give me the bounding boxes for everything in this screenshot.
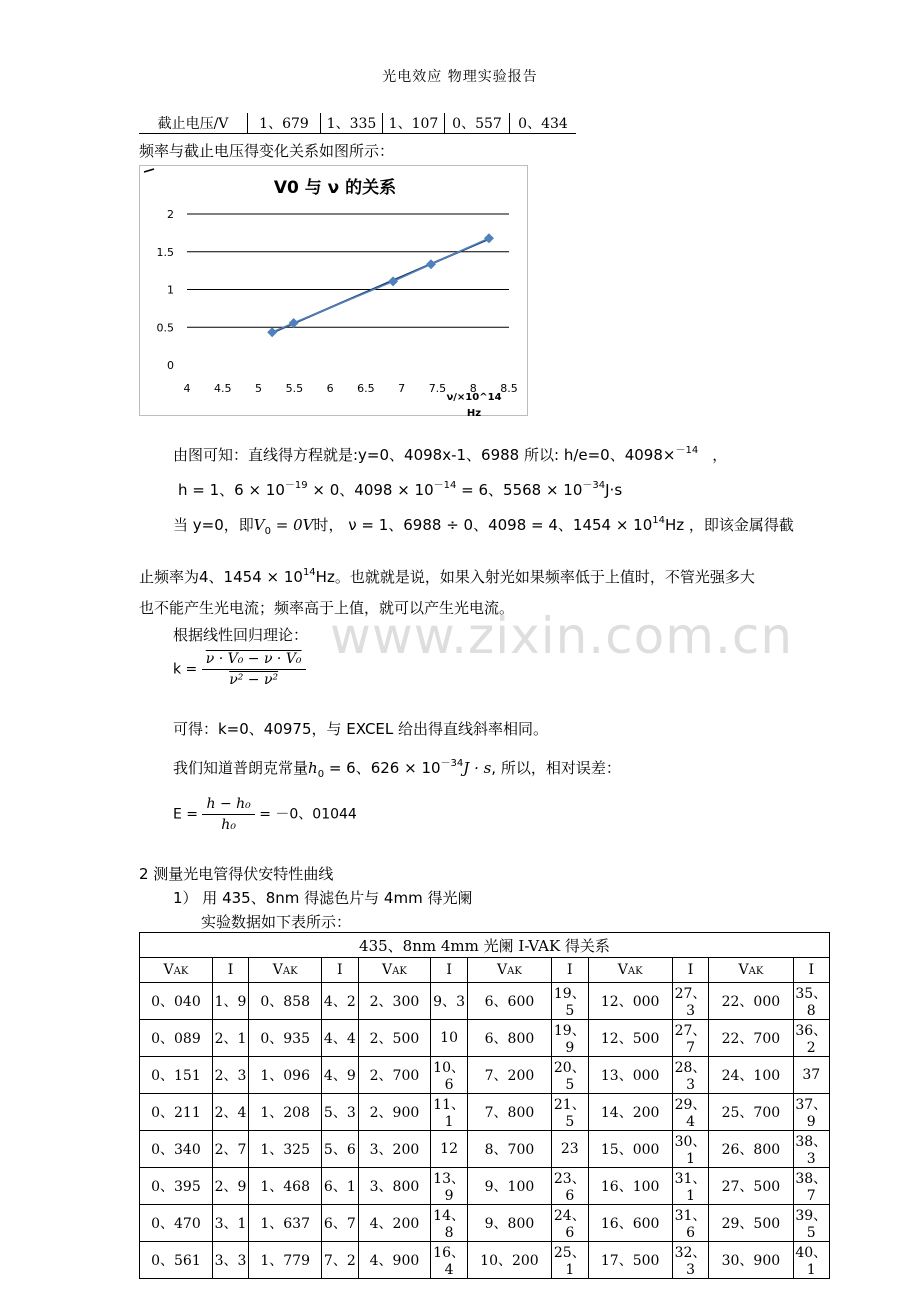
table-cell: 1、096 — [249, 1056, 322, 1093]
x-axis-label: ν/×10^14 — [446, 392, 502, 403]
table-cell: 14、8 — [431, 1204, 467, 1241]
watermark: www.zixin.com.cn — [330, 607, 794, 665]
formula-relative-error — [173, 796, 357, 833]
table-cell: 27、7 — [672, 1019, 708, 1056]
column-header: I — [793, 958, 829, 983]
paragraph-regression: 根据线性回归理论： — [173, 626, 309, 644]
numerator: ν · V₀ − ν · V₀ — [202, 651, 306, 670]
table-cell: 3、800 — [358, 1167, 431, 1204]
table-cell: 40、1 — [793, 1241, 829, 1278]
text-span: = 6、5568 × 10 — [456, 481, 583, 499]
fraction — [202, 651, 306, 688]
v0-frequency-chart — [140, 166, 529, 417]
table-cell: 3、200 — [358, 1130, 431, 1167]
table-cell: 23、6 — [552, 1167, 588, 1204]
corner-mark — [144, 169, 154, 172]
table-cell: 25、700 — [709, 1093, 793, 1130]
paragraph-h-calculation — [178, 479, 622, 500]
y-tick-label: 2 — [167, 208, 174, 221]
text-span: = 6、626 × 10 — [324, 759, 441, 777]
table-cell: 5、3 — [322, 1093, 358, 1130]
table-cell: 6、1 — [322, 1167, 358, 1204]
column-header: I — [672, 958, 708, 983]
table-cell: 12、000 — [588, 982, 672, 1019]
x-tick-label: 4 — [183, 382, 191, 395]
math-symbol: V — [253, 516, 265, 534]
text-span: J · s — [463, 759, 492, 777]
table-cell: 38、7 — [793, 1167, 829, 1204]
column-header: VAK — [467, 958, 551, 983]
paragraph-table-intro: 实验数据如下表所示： — [201, 913, 352, 931]
table-cell: 4、4 — [322, 1019, 358, 1056]
table-cell: 24、6 — [552, 1204, 588, 1241]
table-cell: 11、1 — [431, 1093, 467, 1130]
cutoff-value: 1、107 — [383, 113, 445, 134]
y-tick-label: 1.5 — [156, 245, 174, 259]
table-cell: 0、395 — [140, 1167, 213, 1204]
table-cell: 9、3 — [431, 982, 467, 1019]
table-cell: 0、470 — [140, 1204, 213, 1241]
table-cell: 4、9 — [322, 1056, 358, 1093]
table-cell: 0、935 — [249, 1019, 322, 1056]
table-header-row — [140, 958, 830, 983]
table-cell: 28、3 — [672, 1056, 708, 1093]
formula-rhs: = －0、01044 — [259, 806, 357, 823]
paragraph-line-equation — [173, 444, 727, 465]
table-cell: 25、1 — [552, 1241, 588, 1278]
table-cell: 1、637 — [249, 1204, 322, 1241]
table-cell: 3、1 — [212, 1204, 248, 1241]
table-cell: 1、325 — [249, 1130, 322, 1167]
column-header: VAK — [588, 958, 672, 983]
y-tick-label: 0 — [167, 359, 174, 372]
page-header: 光电效应 物理实验报告 — [382, 69, 538, 85]
column-header: VAK — [140, 958, 213, 983]
table-row — [140, 1167, 830, 1204]
table-cell: 8、700 — [467, 1130, 551, 1167]
formula-k — [173, 651, 306, 688]
section-heading: 2 测量光电管得伏安特性曲线 — [139, 865, 334, 883]
exponent: －19 — [284, 480, 308, 491]
table-cell: 22、000 — [709, 982, 793, 1019]
table-cell: 7、800 — [467, 1093, 551, 1130]
paragraph-cutoff-meaning — [139, 566, 755, 587]
denominator: ν² − ν² — [229, 672, 279, 688]
cutoff-value: 1、335 — [321, 113, 383, 134]
table-cell: 2、300 — [358, 982, 431, 1019]
column-header: I — [322, 958, 358, 983]
table-cell: 26、800 — [709, 1130, 793, 1167]
column-header: I — [552, 958, 588, 983]
table-cell: 0、151 — [140, 1056, 213, 1093]
table-cell: 16、100 — [588, 1167, 672, 1204]
cutoff-value: 0、557 — [445, 113, 510, 134]
text-span: 我们知道普朗克常量 — [173, 759, 309, 777]
series-line — [431, 238, 489, 264]
table-cell: 32、3 — [672, 1241, 708, 1278]
text-span: × 0、4098 × 10 — [307, 481, 434, 499]
table-row — [139, 113, 576, 134]
table-cell: 7、2 — [322, 1241, 358, 1278]
chart-frame — [139, 165, 528, 416]
section-subheading: 1） 用 435、8nm 得滤色片与 4mm 得光阑 — [173, 889, 473, 907]
table-cell: 10 — [431, 1019, 467, 1056]
exponent: 14 — [652, 515, 666, 526]
text-span: Hz。也就就是说，如果入射光如果频率低于上值时，不管光强多大 — [315, 568, 755, 586]
formula-lhs: k = — [173, 661, 198, 678]
text-span: 当 y=0，即 — [173, 516, 254, 534]
table-cell: 2、9 — [212, 1167, 248, 1204]
table-cell: 2、3 — [212, 1056, 248, 1093]
text-span: Hz ，即该金属得截 — [665, 516, 794, 534]
formula-lhs: E = — [173, 806, 199, 823]
table-cell: 30、900 — [709, 1241, 793, 1278]
exponent: －14 — [433, 480, 457, 491]
exponent: －34 — [440, 758, 464, 769]
table-cell: 2、500 — [358, 1019, 431, 1056]
text-span: , 所以，相对误差： — [491, 759, 621, 777]
table-cell: 10、6 — [431, 1056, 467, 1093]
subscript: 0 — [264, 526, 271, 537]
column-header: VAK — [358, 958, 431, 983]
table-cell: 36、2 — [793, 1019, 829, 1056]
paragraph-planck — [173, 757, 621, 780]
text-span: 时， ν = 1、6988 ÷ 0、4098 = 4、1454 × 10 — [313, 516, 653, 534]
table-cell: 4、200 — [358, 1204, 431, 1241]
table-row — [140, 982, 830, 1019]
table-cell: 0、340 — [140, 1130, 213, 1167]
y-tick-label: 0.5 — [156, 321, 174, 335]
exponent: －34 — [582, 480, 606, 491]
column-header: VAK — [709, 958, 793, 983]
table-cell: 0、561 — [140, 1241, 213, 1278]
table-cell: 12 — [431, 1130, 467, 1167]
x-tick-label: 5 — [255, 382, 263, 395]
exponent: －14 — [675, 445, 699, 456]
table-cell: 0、858 — [249, 982, 322, 1019]
paragraph-k-result: 可得：k=0、40975，与 EXCEL 给出得直线斜率相同。 — [173, 720, 549, 738]
table-cell: 6、7 — [322, 1204, 358, 1241]
text-span: 由图可知：直线得方程就是:y=0、4098x-1、6988 所以: h/e=0、4098× — [173, 446, 676, 464]
table-cell: 6、800 — [467, 1019, 551, 1056]
table-cell: 21、5 — [552, 1093, 588, 1130]
table-cell: 1、779 — [249, 1241, 322, 1278]
table-cell: 14、200 — [588, 1093, 672, 1130]
series-line — [294, 281, 393, 323]
table-cell: 39、5 — [793, 1204, 829, 1241]
table-row — [140, 1019, 830, 1056]
column-header: VAK — [249, 958, 322, 983]
table-cell: 1、208 — [249, 1093, 322, 1130]
table-cell: 17、500 — [588, 1241, 672, 1278]
table-cell: 29、4 — [672, 1093, 708, 1130]
table-cell: 2、7 — [212, 1130, 248, 1167]
table-cell: 1、9 — [212, 982, 248, 1019]
table-cell: 2、1 — [212, 1019, 248, 1056]
table-cell: 37 — [793, 1056, 829, 1093]
table-cell: 23 — [552, 1130, 588, 1167]
table-cell: 4、2 — [322, 982, 358, 1019]
table-cell: 9、800 — [467, 1204, 551, 1241]
table-row — [140, 1204, 830, 1241]
table-cell: 20、5 — [552, 1056, 588, 1093]
text-span: h = 1、6 × 10 — [178, 481, 285, 499]
math-symbol: h — [308, 759, 318, 777]
x-tick-label: 7 — [398, 382, 406, 395]
x-tick-label: 8.5 — [500, 382, 518, 395]
x-tick-label: 8 — [469, 382, 477, 395]
table-cell: 1、468 — [249, 1167, 322, 1204]
table-cell: 0、211 — [140, 1093, 213, 1130]
iv-data-table — [139, 932, 830, 1279]
table-row — [140, 1130, 830, 1167]
y-tick-label: 1 — [167, 283, 174, 297]
subscript: 0 — [317, 769, 325, 780]
table-cell: 13、9 — [431, 1167, 467, 1204]
x-tick-label: 6.5 — [357, 382, 375, 395]
chart-title: V0 与 ν 的关系 — [273, 178, 397, 198]
exponent: 14 — [302, 567, 316, 578]
table-cell: 19、9 — [552, 1019, 588, 1056]
table-cell: 19、5 — [552, 982, 588, 1019]
table-cell: 0、040 — [140, 982, 213, 1019]
denominator: h₀ — [221, 817, 236, 833]
data-point — [267, 327, 277, 337]
table-cell: 15、000 — [588, 1130, 672, 1167]
table-cell: 13、000 — [588, 1056, 672, 1093]
table-cell: 35、8 — [793, 982, 829, 1019]
cutoff-voltage-table — [139, 113, 576, 134]
text-span: J·s — [605, 481, 623, 499]
x-axis-unit: Hz — [466, 408, 482, 417]
table-cell: 5、6 — [322, 1130, 358, 1167]
text-span: = 0V — [270, 516, 314, 534]
table-cell: 30、1 — [672, 1130, 708, 1167]
table-cell: 2、700 — [358, 1056, 431, 1093]
numerator: h − h₀ — [202, 796, 254, 815]
table-caption-row — [140, 933, 830, 958]
column-header: I — [212, 958, 248, 983]
fraction — [202, 796, 254, 833]
table-cell: 24、100 — [709, 1056, 793, 1093]
table-cell: 7、200 — [467, 1056, 551, 1093]
table-cell: 31、6 — [672, 1204, 708, 1241]
table-cell: 38、3 — [793, 1130, 829, 1167]
table-row — [140, 1241, 830, 1278]
cutoff-value: 1、679 — [248, 113, 321, 134]
table-cell: 16、600 — [588, 1204, 672, 1241]
paragraph-chart-intro: 频率与截止电压得变化关系如图所示： — [139, 142, 395, 160]
text-span: 4、1454 × 10 — [199, 568, 303, 586]
table-cell: 12、500 — [588, 1019, 672, 1056]
paragraph-photocurrent: 也不能产生光电流；频率高于上值，就可以产生光电流。 — [139, 599, 515, 617]
cutoff-label: 截止电压/V — [139, 113, 248, 134]
paragraph-cutoff-frequency — [173, 514, 794, 537]
table-cell: 3、3 — [212, 1241, 248, 1278]
table-row — [140, 1056, 830, 1093]
table-cell: 2、4 — [212, 1093, 248, 1130]
data-point — [426, 259, 436, 269]
data-point — [484, 233, 494, 243]
table-cell: 2、900 — [358, 1093, 431, 1130]
table-cell: 27、3 — [672, 982, 708, 1019]
data-point — [289, 318, 299, 328]
table-cell: 9、100 — [467, 1167, 551, 1204]
table-cell: 10、200 — [467, 1241, 551, 1278]
table-cell: 0、089 — [140, 1019, 213, 1056]
table-cell: 16、4 — [431, 1241, 467, 1278]
x-tick-label: 4.5 — [214, 382, 232, 395]
table-caption: 435、8nm 4mm 光阑 I-VAK 得关系 — [140, 933, 830, 958]
series-line — [393, 264, 431, 281]
x-tick-label: 5.5 — [285, 382, 304, 395]
table-cell: 6、600 — [467, 982, 551, 1019]
column-header: I — [431, 958, 467, 983]
table-cell: 29、500 — [709, 1204, 793, 1241]
cutoff-value: 0、434 — [510, 113, 577, 134]
table-row — [140, 1093, 830, 1130]
text-span: ， — [712, 446, 728, 464]
x-tick-label: 6 — [326, 382, 334, 395]
text-span: 止频率为 — [139, 568, 200, 586]
table-cell: 37、9 — [793, 1093, 829, 1130]
table-cell: 27、500 — [709, 1167, 793, 1204]
table-cell: 31、1 — [672, 1167, 708, 1204]
table-cell: 4、900 — [358, 1241, 431, 1278]
x-tick-label: 7.5 — [428, 382, 447, 395]
table-cell: 22、700 — [709, 1019, 793, 1056]
